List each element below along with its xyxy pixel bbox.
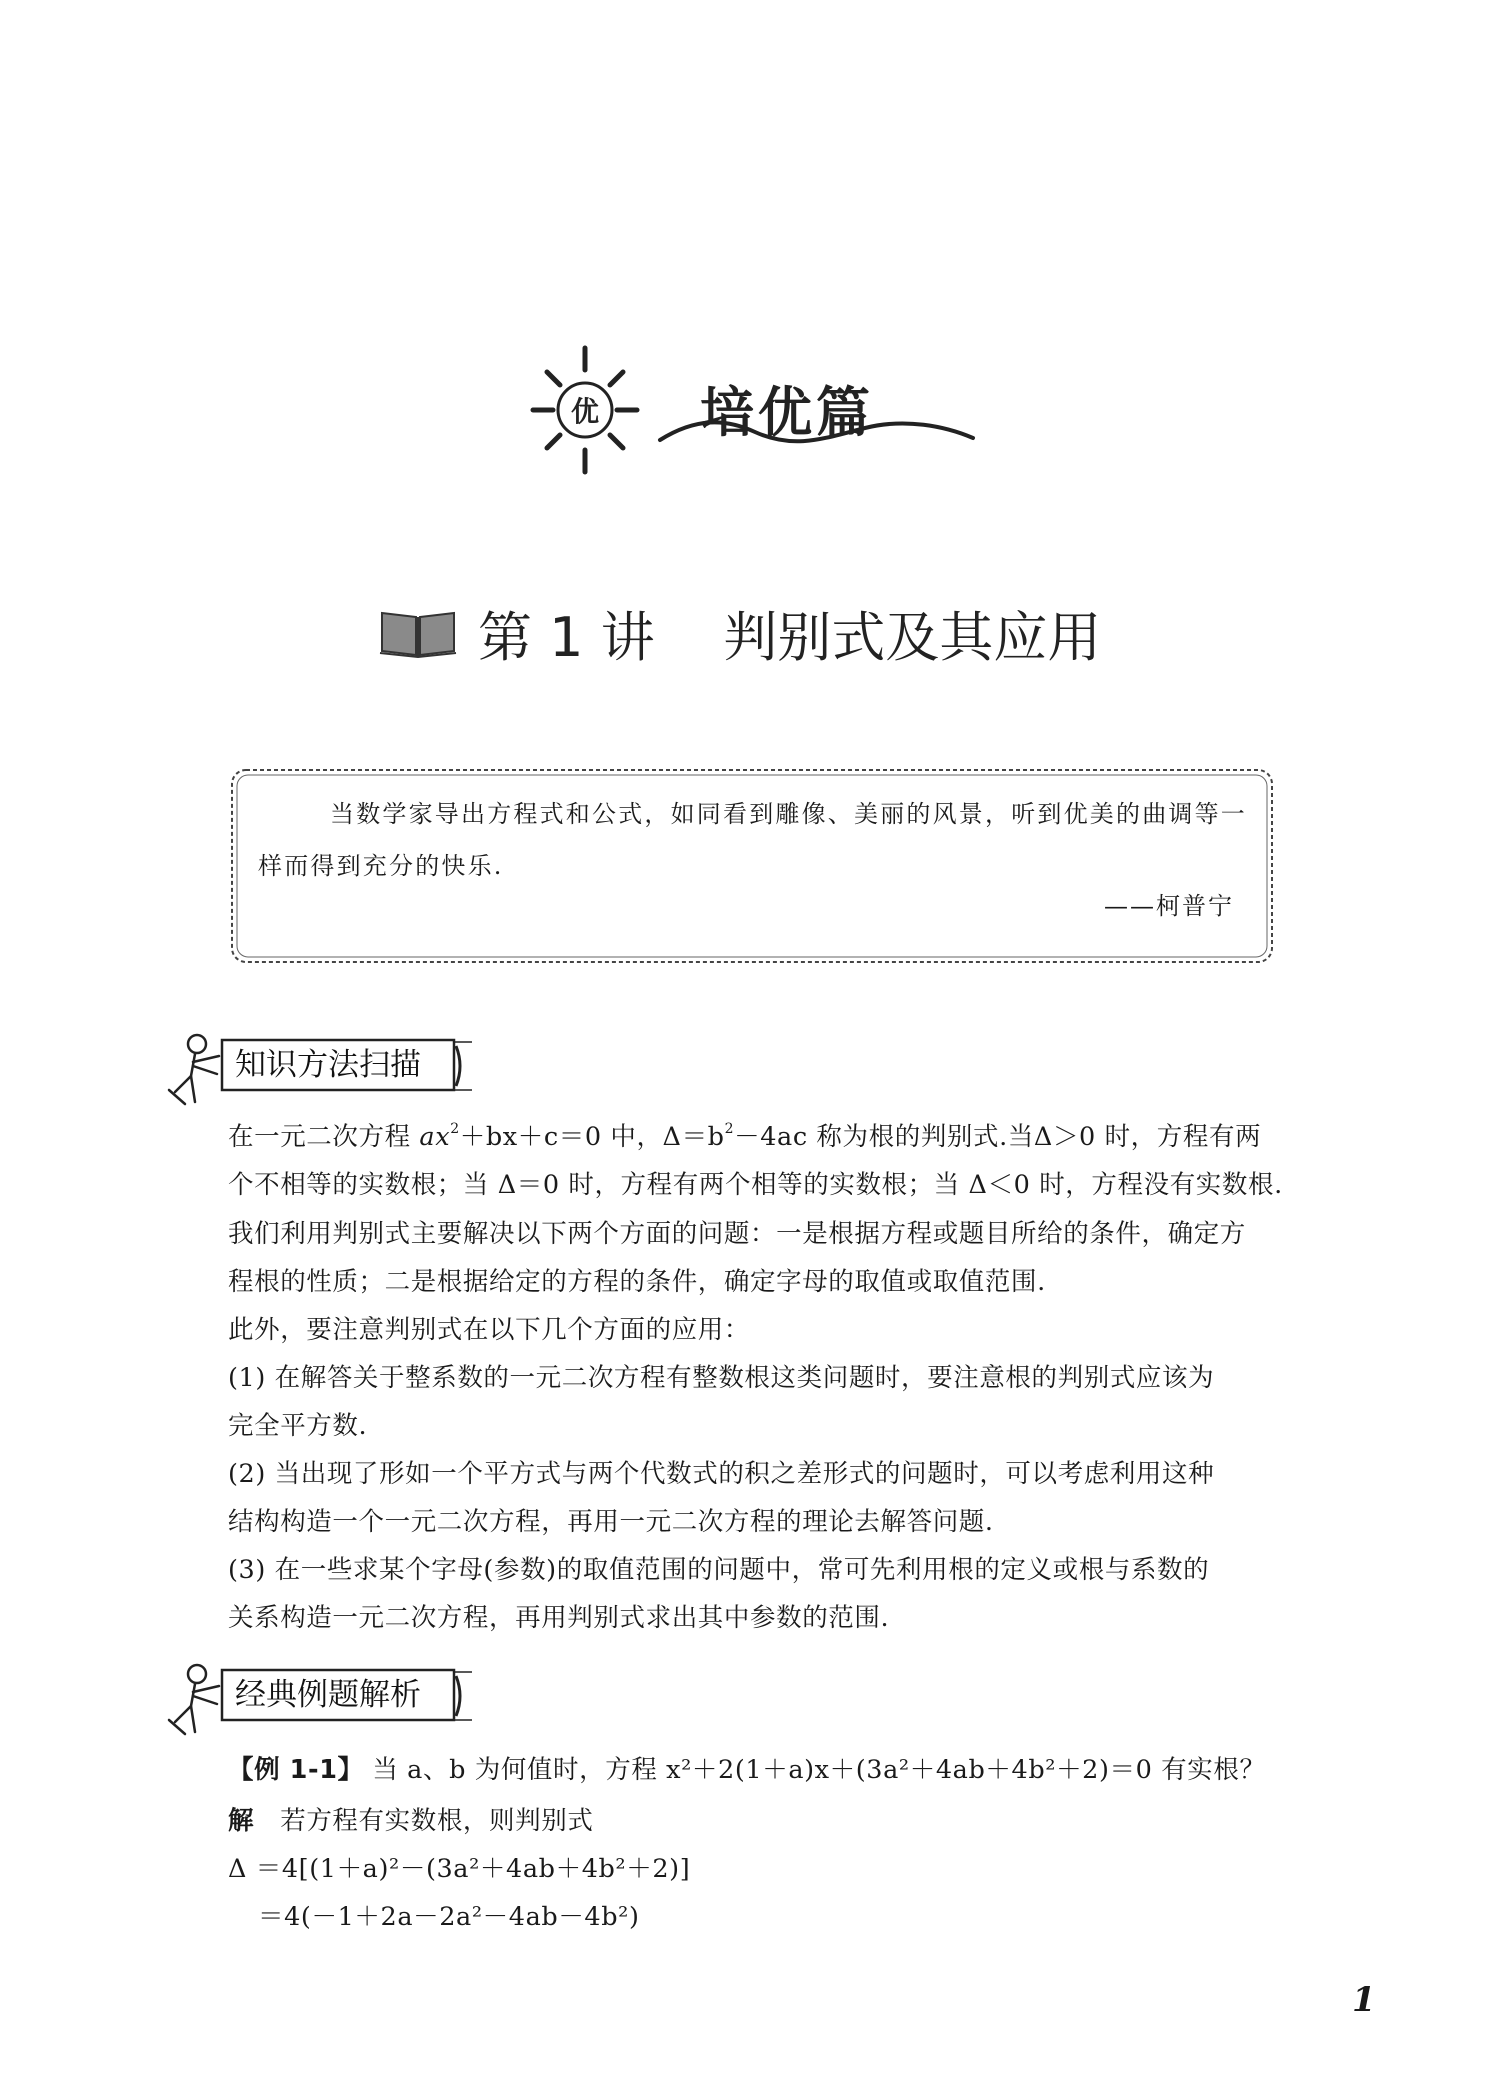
quote-box [228,766,1276,966]
lecture-heading: 第 1 讲 判别式及其应用 [478,606,1102,669]
example-question: 【例 1-1】 当 a、b 为何值时，方程 x²＋2(1＋a)x＋(3a²＋4ab＋4b²＋2)＝0 有实根？ [228,1755,1266,1785]
example-solution: 解 若方程有实数根，则判别式 Δ ＝4[(1＋a)²－(3a²＋4ab＋4b²＋2)] ＝4(－1＋2a－2a²－4ab－4b²) [228,1797,1328,1941]
knowledge-paragraph-2: 我们利用判别式主要解决以下两个方面的问题：一是根据方程或题目所给的条件，确定方 程根的性质；二是根据给定的方程的条件，确定字母的取值或取值范围. [228,1219,1246,1297]
section-title: 知识方法扫描 [225,1042,433,1088]
solution-line-1: Δ ＝4[(1＋a)²－(3a²＋4ab＋4b²＋2)] [228,1854,691,1884]
quote-author: ——柯普宁 [1104,892,1234,920]
knowledge-item-2: (2) 当出现了形如一个平方式与两个代数式的积之差形式的问题时，可以考虑利用这种 结构构造一个一元二次方程，再用一元二次方程的理论去解答问题. [228,1459,1215,1537]
section-heading-knowledge [165,1030,485,1110]
part-title: 培优篇 [700,381,874,444]
knowledge-item-3: (3) 在一些求某个字母(参数)的取值范围的问题中，常可先利用根的定义或根与系数的 关系构造一元二次方程，再用判别式求出其中参数的范围. [228,1555,1210,1633]
section-heading-examples [165,1660,485,1740]
solution-label: 解 [228,1806,255,1836]
solution-line-2: ＝4(－1＋2a－2a²－4ab－4b²) [258,1902,640,1932]
badge-text: 优 [570,395,600,428]
part-header [525,340,985,490]
knowledge-paragraph-3: 此外，要注意判别式在以下几个方面的应用： [228,1315,751,1345]
knowledge-paragraph-1: 在一元二次方程 $ax^2+bx+c=0$ 中，$\Delta=b^2-4ac$ 称为根的判别式.当Δ＞0 时，方程有两 个不相等的实数根；当 Δ＝0 时，方程有两个相等的实数根；当 Δ＜0 时，方程没有实数根. [228,1121,1283,1200]
lecture-title [378,595,1178,675]
page-number: 1 [1352,1980,1376,2020]
example-label: 【例 1-1】 [228,1755,364,1785]
knowledge-item-1: (1) 在解答关于整系数的一元二次方程有整数根这类问题时，要注意根的判别式应该为 完全平方数. [228,1363,1215,1441]
book-icon [378,607,458,659]
section-title: 经典例题解析 [225,1672,433,1718]
quote-text: 当数学家导出方程式和公式，如同看到雕像、美丽的风景，听到优美的曲调等一样而得到充分的快乐. [258,800,1247,880]
